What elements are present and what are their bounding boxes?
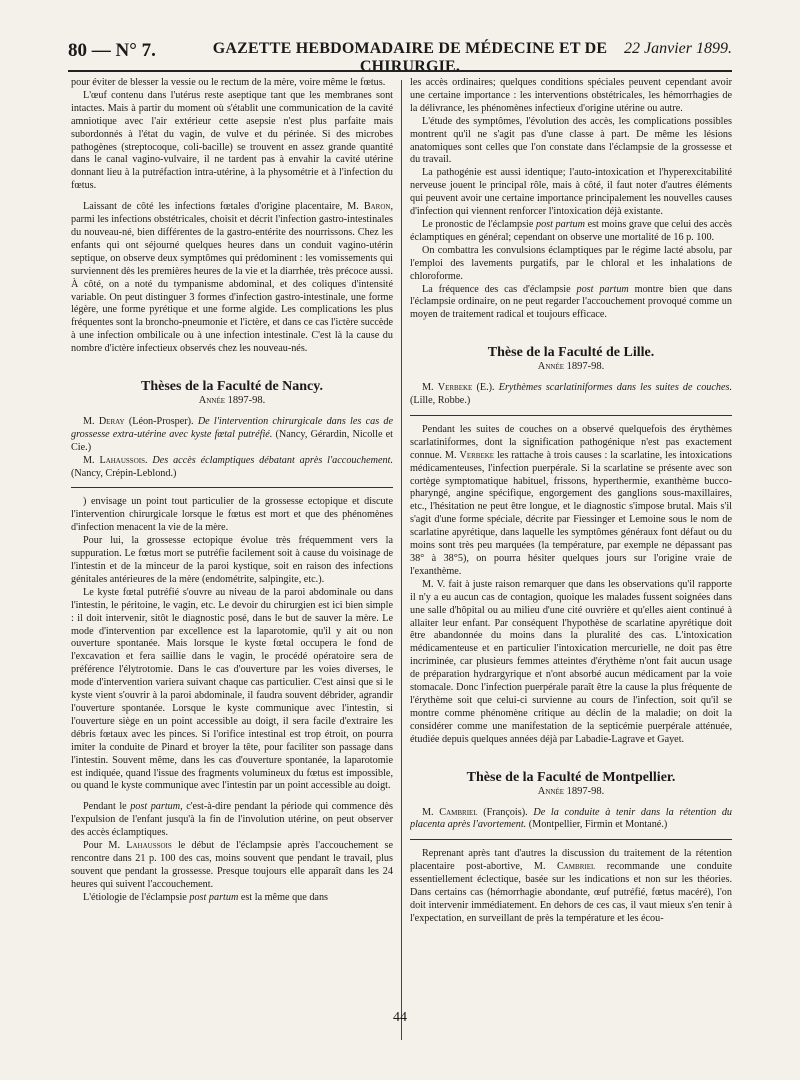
author-name: Verbeke [437,382,473,394]
paragraph: ) envisage un point tout particulier de la grossesse ectopique et discute l'intervention chirurgicale lorsque le fœtus est mort et que des phénomènes d'infection menacent la vie de la mère. [71,496,393,534]
paragraph: Reprenant après tant d'autres la discussion du traitement de la rétention placentaire post-abortive, M. Cambriel recommande une conduite essentiellement éclectique, basée sur les indications et non sur les théories. Dans certains cas (hémorrhagie abondante, œuf putréfié, fœtus macéré), l'on doit intervenir immédiatement. En dehors de ces cas, il vaut mieux s'en tenir à l'expectation, en surveillant de près la température et les écou- [410,848,732,924]
author-name: Cambriel [556,861,596,873]
paragraph: Le kyste fœtal putréfié s'ouvre au niveau de la paroi abdominale ou dans l'intestin, le péritoine, le vagin, etc. Le devoir du chirurgien est ici bien simple : il doit intervenir, sitôt le diagnostic posé, dans le but de sauver la mère. Le mode d'intervention par excellence est la laparotomie, qu'il y ait ou non ouverture spontanée. Mais lorsque le kyste fœtal occupera le fond de l'excavation et fera saillie dans le vagin, le procédé opératoire sera de préférence l'élytrotomie. Dans le cas d'ouverture par les voies diverses, le mode d'intervention variera suivant chaque cas particulier. C'est ainsi que si le kyste vient s'ouvrir à la paroi abdominale, il faudra souvent débrider, agrandir l'ouverture spontanée. Lorsque le kyste communique avec l'intestin, si l'ouverture siège en un point accessible au doigt, il sera facile d'extraire les débris fœtaux avec les pinces. Si l'orifice intestinal est trop étroit, on pourra imiter la conduite de Pinard et broyer la tête, pour faciliter son passage dans l'intestin. Souvent même, dans les cas d'ouverture spontanée, la laparotomie est indiquée, quand l'issue des fragments volumineux du fœtus est impossible, ou quand le kyste communique avec l'intestin par un point accessible au doigt. [71,586,393,792]
paragraph: Pour M. Lahaussois le début de l'éclampsie après l'accouchement se rencontre dans 21 p. 100 des cas, moins souvent que pendant le travail, plus souvent que pendant la grossesse. Presque toujours elle apparaît dans les 24 heures qui suivent l'accouchement. [71,840,393,890]
paragraph: L'étiologie de l'éclampsie post partum est la même que dans [83,891,329,903]
paragraph: pour éviter de blesser la vessie ou le rectum de la mère, voire même le fœtus. [71,77,386,88]
issue-date: 22 Janvier 1899. [624,40,732,57]
author-name: Lahaussois [126,840,172,852]
separator-rule [410,415,732,416]
left-column [71,77,393,1037]
thesis-citation: M. Lahaussois. Des accès éclamptiques débatant après l'accouchement. (Nancy, Crépin-Leblond.) [71,454,393,479]
paragraph: M. V. fait à juste raison remarquer que dans les observations qu'il rapporte il n'y a eu aucun cas de contagion, quoique les malades fussent soignées dans une salle d'hôpital ou au milieu d'une cité ouvrière et qu'elles aient continué à allaiter leur enfant. Par conséquent l'hypothèse de scarlatine apyrétique doit être abandonnée du moins dans la pluralité des cas. L'intoxication médicamenteuse et en particulier l'intoxication mercurielle, ne doit pas être incriminée, car plusieurs femmes atteintes d'érythème n'ont fait aucun usage de préparation hydrargyrique et n'ont absorbé aucun médicament par la voie stomacale. Donc l'infection puerpérale paraît être la cause la plus fréquente de l'érythème soit que celui-ci survienne au cours de l'infection, soit qu'il se montre comme phénomène critique au déclin de la maladie; on doit la considérer comme une manifestation de la septicémie puerpérale atténuée, étudiée depuis quelques années déjà par Labadie-Lagrave et Gayet. [410,578,732,745]
section-year: Année 1897-98. [537,785,605,797]
author-name: Verbeke [459,449,495,461]
journal-title: GAZETTE HEBDOMADAIRE DE MÉDECINE ET DE CHIRURGIE. [212,40,608,75]
thesis-title: De l'intervention chirurgicale dans les cas de grossesse extra-utérine avec kyste fœtal putréfié. [71,415,393,440]
page-number: 80 — N° 7. [68,40,156,61]
paragraph: Pendant le post partum, c'est-à-dire pendant la période qui commence dès l'expulsion de l'enfant jusqu'à la fin de l'involution utérine, on peut observer des accès éclamptiques. [71,801,393,839]
thesis-title: De la conduite à tenir dans la rétention du placenta après l'avortement. [410,806,732,831]
section-year: Année 1897-98. [537,361,605,373]
column-divider [401,80,402,1040]
paragraph: Laissant de côté les infections fœtales d'origine placentaire, M. Baron, parmi les infections obstétricales, choisit et décrit l'infection gastro-intestinales du nouveau-né, bien différentes de la gastro-entérite des nourrissons. Chez les enfants qui ont séjourné quelques heures dans un conduit vagino-utérin septique, on observe deux symptômes qui prédominent : les vomissements qui surviennent dès les premières heures de la vie et la diarrhée, très précoce aussi. À côté, on a noté du tympanisme abdominal, et des coliques d'intensité variable. On peut distinguer 3 formes d'infection gastro-intestinale, une forme légère, une forme pyrétique et une forme algide. Les complications les plus fréquentes sont la broncho-pneumonie et l'ictère, et dans ce cas l'ictère succède à une infection ombilicale ou à une infection intestinale. C'est là la cause du nombre d'ictère infectieux observés chez les nouveau-nés. [71,201,393,355]
paragraph: Pendant les suites de couches on a observé quelquefois des érythèmes scarlatiniformes, dont la signification pathogénique n'est pas exactement connue. M. Verbeke les rattache à trois causes : la scarlatine, les intoxications médicamenteuses, l'infection puerpérale. Si la scarlatine se présente avec son cortège symptomatique habituel, frissons, hyperthermie, exanthème bucco-pharyngé, angine spécifique, engorgement des ganglions sous-maxillaires, etc., l'hésitation ne peut être longue, et le diagnostic s'impose brutal. Mais s'il s'agit d'une forme spéciale, décrite par Fiessinger et Lemoine sous le nom de scarlatine apyrétique, dans laquelle les symptômes généraux font défaut ou du moins sont très peu marquées (la température, par exemple ne dépassant pas 38° à 38°5), on pourra hésiter quelques jours sur l'origine vraie de l'exanthème. [410,423,732,577]
running-header [68,40,732,75]
thesis-citation: M. Cambriel (François). De la conduite à tenir dans la rétention du placenta après l'avortement. (Montpellier, Firmin et Montané.) [410,806,732,831]
author-name: Deray [98,415,125,427]
thesis-citation: M. Deray (Léon-Prosper). De l'intervention chirurgicale dans les cas de grossesse extra-utérine avec kyste fœtal putréfié. (Nancy, Gérardin, Nicolle et Cie.) [71,415,393,453]
separator-rule [71,487,393,488]
separator-rule [410,839,732,840]
paragraph: les accès ordinaires; quelques conditions spéciales peuvent cependant avoir une certaine importance : les interventions obstétricales, les hémorrhagies de la délivrance, les phénomènes infectieux d'origine utérine ou autre. [410,77,732,114]
section-title-lille: Thèse de la Faculté de Lille. [487,345,655,361]
folio-number: 44 [393,1010,407,1025]
section-year: Année 1897-98. [198,395,266,407]
paragraph: La fréquence des cas d'éclampsie post partum montre bien que dans l'éclampsie ordinaire, on ne peut regarder l'accouchement provoqué comme un moyen de traitement radical et toujours efficace. [410,283,732,321]
paragraph: L'étude des symptômes, l'évolution des accès, les complications possibles montrent qu'il ne s'agit pas d'une classe à part. De même les lésions anatomiques sont celles que l'on constate dans l'éclampsie de la grossesse et du travail. [410,115,732,166]
paragraph: Pour lui, la grossesse ectopique évolue très fréquemment vers la suppuration. Le fœtus mort se putréfie facilement soit à cause du voisinage de l'intestin et de la minceur de la paroi kystique, soit en raison des infections génitales antérieures de la mère (endométrite, salpingite, etc.). [71,535,393,585]
author-name: Lahaussois. [99,454,148,466]
paragraph: L'œuf contenu dans l'utérus reste aseptique tant que les membranes sont intactes. Mais à partir du moment où s'établit une communication de la cavité amniotique avec l'air extérieur cette asepsie n'est plus parfaite mais subordonnés à l'état du vagin, de vulve et du périnée. Si des microbes pathogènes (streptocoque, coli-bacille) se trouvent en assez grande quantité dans le canal vagino-vulvaire, il ne tardent pas à envahir la cavité utérine donnant lieu à la putréfaction intra-utérine, à la physométrie et à l'infection du fœtus. [71,89,393,192]
header-rule [68,70,732,72]
thesis-citation: M. Verbeke (E.). Erythèmes scarlatiniformes dans les suites de couches. (Lille, Robbe.) [410,382,732,407]
author-name: Baron [363,201,391,213]
thesis-title: Erythèmes scarlatiniformes dans les suites de couches. [498,382,732,394]
author-name: Cambriel [439,806,478,818]
thesis-title: Des accès éclamptiques débatant après l'accouchement. [152,454,393,466]
right-column [410,77,732,1037]
paragraph: On combattra les convulsions éclamptiques par le régime lacté absolu, par l'emploi des lavements purgatifs, par le chloral et les inhalations de chloroforme. [410,244,732,282]
paragraph: Le pronostic de l'éclampsie post partum est moins grave que celui des accès éclamptiques en général; cependant on observe une mortalité de 16 p. 100. [410,218,732,243]
section-title-nancy: Thèses de la Faculté de Nancy. [141,379,323,395]
section-title-montpellier: Thèse de la Faculté de Montpellier. [466,769,676,785]
paragraph: La pathogénie est aussi identique; l'auto-intoxication et l'hyperexcitabilité nerveuse jouent le principal rôle, mais à côté, il faut noter d'autres éléments qui peuvent avoir une certaine importance principalement les nouvelles causes d'infection qui viennent renforcer l'intoxication déjà existante. [410,167,732,218]
